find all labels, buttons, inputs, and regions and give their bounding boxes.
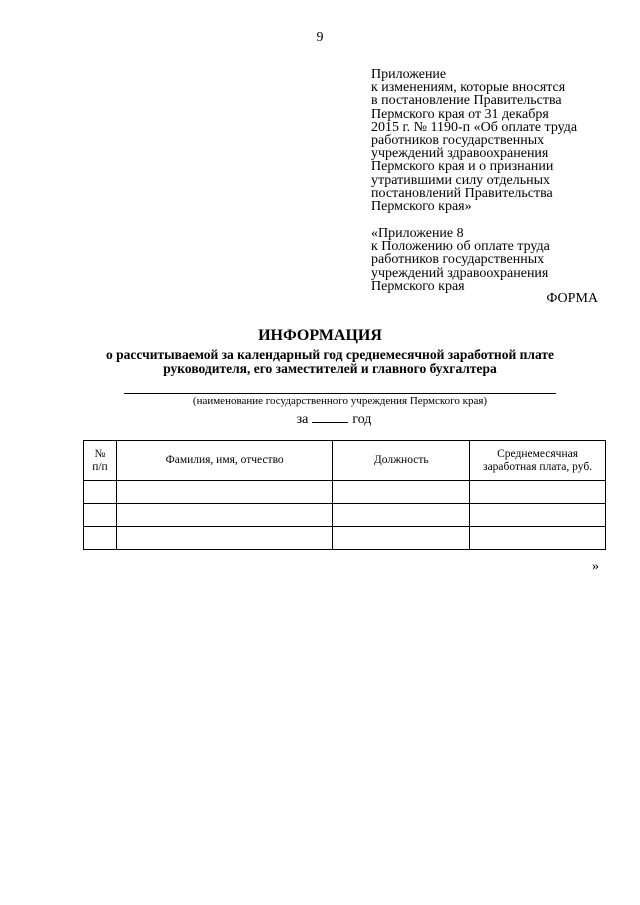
- appendix-line: Пермского края и о признании: [371, 159, 554, 175]
- appendix-8-line: работников государственных: [371, 252, 545, 268]
- table-cell: [333, 527, 470, 550]
- institution-name-caption: (наименование государственного учреждения Пермского края): [192, 395, 488, 407]
- year-prefix: за: [296, 412, 309, 427]
- closing-quote: »: [592, 559, 599, 574]
- form-label: ФОРМА: [546, 291, 598, 306]
- table-cell: [470, 527, 606, 550]
- header-number-line-1: №: [94, 447, 106, 460]
- appendix-8-line: к Положению об оплате труда: [371, 239, 550, 255]
- table-cell: [333, 504, 470, 527]
- appendix-line: утратившими силу отдельных: [371, 172, 551, 188]
- header-number-line-2: п/п: [92, 460, 108, 473]
- table-header-row: [84, 441, 606, 481]
- header-salary: [470, 441, 606, 481]
- appendix-line: 2015 г. № 1190-п «Об оплате труда: [371, 119, 578, 135]
- subtitle-line-2: руководителя, его заместителей и главного бухгалтера: [163, 361, 497, 376]
- header-salary-line-1: Среднемесячная: [497, 447, 578, 460]
- table-cell: [470, 504, 606, 527]
- document-subtitle: [0, 348, 640, 376]
- appendix-line: Приложение: [371, 67, 447, 82]
- table-cell: [84, 527, 117, 550]
- appendix-line: учреждений здравоохранения: [371, 146, 549, 162]
- appendix-line: Пермского края»: [371, 199, 472, 215]
- appendix-8-note: [371, 227, 621, 293]
- table-row: [84, 481, 606, 504]
- table-cell: [333, 481, 470, 504]
- appendix-8-line: «Приложение 8: [371, 226, 464, 241]
- header-full-name: Фамилия, имя, отчество: [116, 441, 332, 481]
- salary-info-table: [83, 440, 606, 550]
- header-salary-line-2: заработная плата, руб.: [483, 460, 593, 473]
- table-cell: [84, 481, 117, 504]
- appendix-note: [371, 68, 621, 213]
- institution-name-field-line: [124, 393, 556, 394]
- appendix-line: работников государственных: [371, 133, 545, 149]
- appendix-line: в постановление Правительства: [371, 93, 562, 109]
- page-number: 9: [316, 30, 324, 45]
- appendix-8-line: Пермского края: [371, 278, 465, 294]
- table-cell: [84, 504, 117, 527]
- year-suffix: год: [352, 412, 372, 427]
- year-blank-line: [312, 410, 348, 423]
- appendix-line: постановлений Правительства: [371, 185, 553, 201]
- subtitle-line-1: о рассчитываемой за календарный год среднемесячной заработной плате: [106, 347, 554, 362]
- table-cell: [116, 527, 332, 550]
- table-cell: [116, 504, 332, 527]
- appendix-8-line: учреждений здравоохранения: [371, 265, 549, 281]
- table-cell: [116, 481, 332, 504]
- table-row: [84, 527, 606, 550]
- year-field: [0, 410, 640, 428]
- document-title: ИНФОРМАЦИЯ: [258, 327, 382, 344]
- table-row: [84, 504, 606, 527]
- header-number: [84, 441, 117, 481]
- appendix-line: Пермского края от 31 декабря: [371, 106, 549, 122]
- table-cell: [470, 481, 606, 504]
- header-position: Должность: [333, 441, 470, 481]
- appendix-line: к изменениям, которые вносятся: [371, 80, 566, 96]
